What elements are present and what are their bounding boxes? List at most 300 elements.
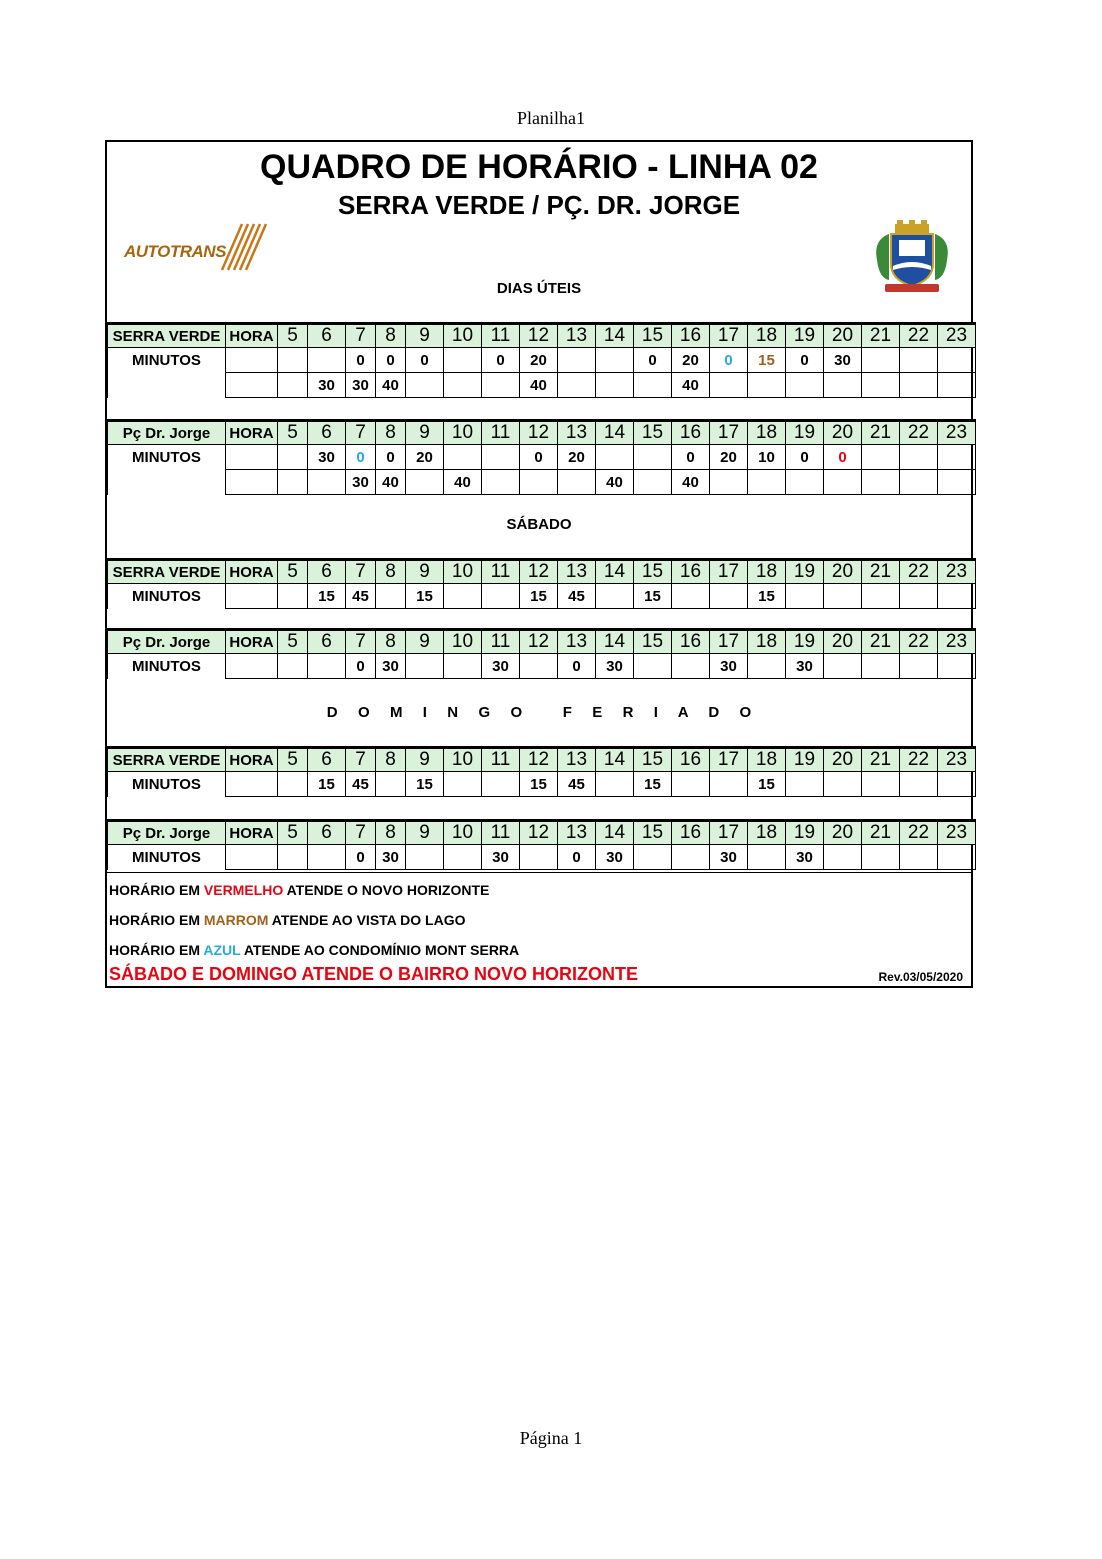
minute-cell <box>634 470 672 495</box>
route-name: SERRA VERDE <box>108 560 226 584</box>
empty-cell <box>226 584 278 609</box>
hour-cell: 11 <box>482 630 520 654</box>
hour-cell: 6 <box>308 421 346 445</box>
minute-cell: 30 <box>482 845 520 870</box>
minute-cell <box>862 845 900 870</box>
weekday-pc-dr-jorge-table <box>107 419 976 495</box>
empty-cell <box>226 348 278 373</box>
hour-cell: 11 <box>482 821 520 845</box>
minute-cell: 0 <box>558 845 596 870</box>
hour-cell: 23 <box>938 821 976 845</box>
minute-cell: 15 <box>308 772 346 797</box>
minute-cell: 0 <box>346 654 376 679</box>
minute-cell <box>634 445 672 470</box>
hour-cell: 18 <box>748 630 786 654</box>
minute-cell <box>862 772 900 797</box>
minute-cell: 15 <box>634 772 672 797</box>
minute-cell <box>376 584 406 609</box>
minute-cell: 30 <box>346 470 376 495</box>
minute-cell <box>672 584 710 609</box>
minute-cell: 0 <box>786 348 824 373</box>
minute-cell <box>938 445 976 470</box>
hour-cell: 20 <box>824 748 862 772</box>
minute-cell <box>938 470 976 495</box>
minute-cell <box>900 445 938 470</box>
minute-cell <box>596 373 634 398</box>
hour-cell: 5 <box>278 630 308 654</box>
minute-cell <box>672 654 710 679</box>
hour-cell: 20 <box>824 821 862 845</box>
hour-cell: 12 <box>520 560 558 584</box>
hour-cell: 20 <box>824 630 862 654</box>
hour-cell: 10 <box>444 630 482 654</box>
minute-cell <box>862 470 900 495</box>
hour-cell: 12 <box>520 748 558 772</box>
minute-cell: 0 <box>376 348 406 373</box>
minute-cell <box>444 348 482 373</box>
hora-label: HORA <box>226 630 278 654</box>
minute-cell <box>406 845 444 870</box>
minutos-label: MINUTOS <box>108 654 226 679</box>
minute-cell <box>278 772 308 797</box>
empty-cell <box>226 654 278 679</box>
minute-cell <box>900 845 938 870</box>
hour-cell: 15 <box>634 324 672 348</box>
minute-cell <box>558 470 596 495</box>
weekdays-label: DIAS ÚTEIS <box>496 280 582 297</box>
hour-cell: 15 <box>634 748 672 772</box>
minute-cell: 40 <box>672 470 710 495</box>
hour-cell: 7 <box>346 630 376 654</box>
minute-cell <box>710 772 748 797</box>
hour-cell: 9 <box>406 630 444 654</box>
minute-cell <box>596 348 634 373</box>
hour-cell: 6 <box>308 324 346 348</box>
minutos-label <box>108 373 226 398</box>
minute-cell <box>710 584 748 609</box>
hour-cell: 8 <box>376 324 406 348</box>
minute-cell: 45 <box>558 772 596 797</box>
minutos-label: MINUTOS <box>108 348 226 373</box>
minute-cell: 0 <box>346 348 376 373</box>
hour-cell: 5 <box>278 560 308 584</box>
hour-cell: 22 <box>900 421 938 445</box>
hour-cell: 23 <box>938 630 976 654</box>
minute-cell: 30 <box>786 845 824 870</box>
hour-cell: 17 <box>710 324 748 348</box>
saturday-serra-verde-table <box>107 558 976 609</box>
minute-cell <box>938 654 976 679</box>
minute-cell <box>786 373 824 398</box>
minute-cell <box>482 470 520 495</box>
minute-cell: 40 <box>596 470 634 495</box>
weekend-note: SÁBADO E DOMINGO ATENDE O BAIRRO NOVO HORIZONTE <box>109 964 639 984</box>
hour-cell: 5 <box>278 821 308 845</box>
hora-label: HORA <box>226 560 278 584</box>
hour-cell: 16 <box>672 560 710 584</box>
minute-cell: 30 <box>710 845 748 870</box>
hour-cell: 7 <box>346 560 376 584</box>
minute-cell <box>596 772 634 797</box>
hour-cell: 19 <box>786 630 824 654</box>
hour-cell: 20 <box>824 324 862 348</box>
hour-cell: 7 <box>346 324 376 348</box>
minute-cell: 0 <box>786 445 824 470</box>
hour-cell: 6 <box>308 560 346 584</box>
minute-cell <box>278 373 308 398</box>
hour-cell: 21 <box>862 421 900 445</box>
hour-cell: 21 <box>862 560 900 584</box>
minute-cell <box>900 470 938 495</box>
minute-cell <box>308 845 346 870</box>
hour-cell: 12 <box>520 421 558 445</box>
minute-cell <box>900 373 938 398</box>
hour-cell: 15 <box>634 421 672 445</box>
minute-cell: 0 <box>710 348 748 373</box>
hour-cell: 13 <box>558 421 596 445</box>
minute-cell <box>520 845 558 870</box>
minute-cell: 40 <box>444 470 482 495</box>
minute-cell <box>444 373 482 398</box>
minute-cell <box>748 470 786 495</box>
minute-cell: 30 <box>786 654 824 679</box>
minute-cell <box>862 373 900 398</box>
hour-cell: 13 <box>558 560 596 584</box>
minute-cell: 0 <box>558 654 596 679</box>
hour-cell: 7 <box>346 421 376 445</box>
minute-cell: 30 <box>596 654 634 679</box>
sheet-title: Planilha1 <box>517 108 585 128</box>
hour-cell: 18 <box>748 748 786 772</box>
minute-cell: 45 <box>346 584 376 609</box>
hour-cell: 19 <box>786 421 824 445</box>
hour-cell: 19 <box>786 560 824 584</box>
minute-cell: 40 <box>376 373 406 398</box>
hour-cell: 14 <box>596 748 634 772</box>
hour-cell: 14 <box>596 421 634 445</box>
minute-cell: 0 <box>824 445 862 470</box>
hour-cell: 8 <box>376 630 406 654</box>
minute-cell <box>278 654 308 679</box>
minute-cell: 0 <box>482 348 520 373</box>
minute-cell: 0 <box>672 445 710 470</box>
minute-cell: 40 <box>520 373 558 398</box>
saturday-label: SÁBADO <box>506 516 572 533</box>
minute-cell: 15 <box>308 584 346 609</box>
empty-cell <box>226 772 278 797</box>
hour-cell: 21 <box>862 630 900 654</box>
minute-cell <box>862 584 900 609</box>
minute-cell: 15 <box>748 584 786 609</box>
minute-cell: 15 <box>634 584 672 609</box>
hour-cell: 21 <box>862 324 900 348</box>
minute-cell: 15 <box>406 584 444 609</box>
hour-cell: 11 <box>482 421 520 445</box>
legend-red: HORÁRIO EM VERMELHO ATENDE O NOVO HORIZONTE <box>109 882 490 898</box>
hour-cell: 19 <box>786 324 824 348</box>
minute-cell: 0 <box>520 445 558 470</box>
minute-cell <box>824 772 862 797</box>
hour-cell: 17 <box>710 748 748 772</box>
minute-cell <box>308 470 346 495</box>
minute-cell <box>900 584 938 609</box>
hour-cell: 13 <box>558 324 596 348</box>
hour-cell: 15 <box>634 560 672 584</box>
hour-cell: 9 <box>406 324 444 348</box>
hour-cell: 5 <box>278 421 308 445</box>
minute-cell: 0 <box>376 445 406 470</box>
hour-cell: 6 <box>308 630 346 654</box>
hour-cell: 9 <box>406 821 444 845</box>
minute-cell <box>596 584 634 609</box>
minute-cell <box>376 772 406 797</box>
minute-cell: 30 <box>308 445 346 470</box>
minute-cell <box>938 584 976 609</box>
hour-cell: 9 <box>406 421 444 445</box>
hour-cell: 7 <box>346 821 376 845</box>
minute-cell <box>938 373 976 398</box>
minute-cell <box>824 654 862 679</box>
minute-cell <box>308 348 346 373</box>
minute-cell <box>786 772 824 797</box>
hour-cell: 20 <box>824 560 862 584</box>
hour-cell: 22 <box>900 630 938 654</box>
hour-cell: 10 <box>444 748 482 772</box>
hour-cell: 10 <box>444 560 482 584</box>
minute-cell <box>444 772 482 797</box>
hora-label: HORA <box>226 748 278 772</box>
legend-brown: HORÁRIO EM MARROM ATENDE AO VISTA DO LAGO <box>109 912 466 928</box>
hour-cell: 19 <box>786 821 824 845</box>
minute-cell <box>900 654 938 679</box>
minute-cell <box>824 470 862 495</box>
minute-cell <box>558 348 596 373</box>
minute-cell: 30 <box>376 654 406 679</box>
minute-cell <box>278 584 308 609</box>
hour-cell: 5 <box>278 748 308 772</box>
logo-text: AUTOTRANS <box>124 242 226 261</box>
route-name: SERRA VERDE <box>108 748 226 772</box>
hour-cell: 22 <box>900 748 938 772</box>
minute-cell <box>444 445 482 470</box>
minute-cell <box>520 470 558 495</box>
minute-cell: 20 <box>520 348 558 373</box>
revision-date: Rev.03/05/2020 <box>878 970 963 984</box>
hour-cell: 22 <box>900 324 938 348</box>
minutos-label <box>108 470 226 495</box>
legend-divider <box>107 872 971 873</box>
minute-cell <box>748 654 786 679</box>
hour-cell: 16 <box>672 748 710 772</box>
hour-cell: 11 <box>482 324 520 348</box>
minute-cell: 30 <box>710 654 748 679</box>
minute-cell: 30 <box>596 845 634 870</box>
minute-cell <box>862 348 900 373</box>
hour-cell: 10 <box>444 821 482 845</box>
weekday-serra-verde-table <box>107 322 976 398</box>
minute-cell: 30 <box>824 348 862 373</box>
minutos-label: MINUTOS <box>108 445 226 470</box>
hour-cell: 5 <box>278 324 308 348</box>
hour-cell: 22 <box>900 560 938 584</box>
hour-cell: 8 <box>376 748 406 772</box>
route-name: Pç Dr. Jorge <box>108 821 226 845</box>
minute-cell <box>278 470 308 495</box>
minute-cell <box>406 373 444 398</box>
minute-cell <box>748 845 786 870</box>
minute-cell <box>900 772 938 797</box>
minute-cell <box>520 654 558 679</box>
minute-cell: 30 <box>308 373 346 398</box>
minute-cell <box>444 654 482 679</box>
hour-cell: 14 <box>596 821 634 845</box>
minute-cell <box>278 845 308 870</box>
minute-cell <box>862 445 900 470</box>
hour-cell: 8 <box>376 421 406 445</box>
hour-cell: 17 <box>710 821 748 845</box>
hora-label: HORA <box>226 821 278 845</box>
minute-cell <box>406 470 444 495</box>
minute-cell <box>672 845 710 870</box>
minute-cell: 45 <box>346 772 376 797</box>
minute-cell <box>862 654 900 679</box>
sunday-holiday-label: D O M I N G O F E R I A D O <box>326 704 752 721</box>
hour-cell: 23 <box>938 560 976 584</box>
minute-cell: 0 <box>406 348 444 373</box>
minutos-label: MINUTOS <box>108 772 226 797</box>
minute-cell <box>278 445 308 470</box>
minute-cell <box>634 373 672 398</box>
hour-cell: 14 <box>596 324 634 348</box>
hour-cell: 16 <box>672 821 710 845</box>
hour-cell: 23 <box>938 421 976 445</box>
minute-cell: 40 <box>376 470 406 495</box>
hour-cell: 15 <box>634 821 672 845</box>
hour-cell: 16 <box>672 630 710 654</box>
minute-cell: 45 <box>558 584 596 609</box>
hour-cell: 12 <box>520 821 558 845</box>
empty-cell <box>226 470 278 495</box>
minute-cell: 30 <box>482 654 520 679</box>
minute-cell <box>634 845 672 870</box>
minutos-label: MINUTOS <box>108 584 226 609</box>
minute-cell <box>308 654 346 679</box>
minute-cell: 15 <box>748 348 786 373</box>
empty-cell <box>226 445 278 470</box>
minute-cell <box>406 654 444 679</box>
minute-cell <box>596 445 634 470</box>
minute-cell <box>786 584 824 609</box>
hour-cell: 13 <box>558 630 596 654</box>
legend-blue: HORÁRIO EM AZUL ATENDE AO CONDOMÍNIO MONT SERRA <box>109 942 520 958</box>
hour-cell: 9 <box>406 748 444 772</box>
minute-cell: 30 <box>376 845 406 870</box>
hour-cell: 13 <box>558 821 596 845</box>
route-subtitle: SERRA VERDE / PÇ. DR. JORGE <box>337 190 741 220</box>
hour-cell: 23 <box>938 324 976 348</box>
hour-cell: 18 <box>748 421 786 445</box>
minute-cell <box>278 348 308 373</box>
route-name: Pç Dr. Jorge <box>108 421 226 445</box>
page-number: Página 1 <box>519 1428 583 1448</box>
minute-cell <box>938 845 976 870</box>
hour-cell: 12 <box>520 324 558 348</box>
minute-cell: 15 <box>520 584 558 609</box>
hour-cell: 6 <box>308 748 346 772</box>
minute-cell: 0 <box>346 445 376 470</box>
hour-cell: 18 <box>748 821 786 845</box>
minute-cell: 40 <box>672 373 710 398</box>
minute-cell: 20 <box>558 445 596 470</box>
minute-cell <box>938 772 976 797</box>
hour-cell: 14 <box>596 630 634 654</box>
hour-cell: 14 <box>596 560 634 584</box>
minute-cell <box>938 348 976 373</box>
minute-cell <box>824 584 862 609</box>
hour-cell: 21 <box>862 821 900 845</box>
minute-cell: 0 <box>634 348 672 373</box>
hour-cell: 20 <box>824 421 862 445</box>
minute-cell <box>482 584 520 609</box>
minute-cell: 15 <box>748 772 786 797</box>
hour-cell: 8 <box>376 560 406 584</box>
minute-cell <box>482 373 520 398</box>
empty-cell <box>226 373 278 398</box>
hour-cell: 10 <box>444 421 482 445</box>
route-name: Pç Dr. Jorge <box>108 630 226 654</box>
minute-cell: 20 <box>406 445 444 470</box>
minute-cell: 30 <box>346 373 376 398</box>
hour-cell: 19 <box>786 748 824 772</box>
route-name: SERRA VERDE <box>108 324 226 348</box>
hour-cell: 7 <box>346 748 376 772</box>
minute-cell: 0 <box>346 845 376 870</box>
minute-cell <box>482 445 520 470</box>
hour-cell: 22 <box>900 821 938 845</box>
hour-cell: 23 <box>938 748 976 772</box>
hour-cell: 12 <box>520 630 558 654</box>
hora-label: HORA <box>226 324 278 348</box>
schedule-frame <box>105 140 973 988</box>
autotrans-logo <box>124 222 264 272</box>
hour-cell: 11 <box>482 560 520 584</box>
hora-label: HORA <box>226 421 278 445</box>
empty-cell <box>226 845 278 870</box>
hour-cell: 16 <box>672 324 710 348</box>
page-title: QUADRO DE HORÁRIO - LINHA 02 <box>260 148 818 186</box>
minute-cell <box>824 845 862 870</box>
hour-cell: 21 <box>862 748 900 772</box>
hour-cell: 18 <box>748 324 786 348</box>
minute-cell <box>672 772 710 797</box>
minute-cell <box>900 348 938 373</box>
minutos-label: MINUTOS <box>108 845 226 870</box>
sunday-pc-dr-jorge-table <box>107 819 976 870</box>
hour-cell: 6 <box>308 821 346 845</box>
hour-cell: 11 <box>482 748 520 772</box>
sunday-serra-verde-table <box>107 746 976 797</box>
minute-cell <box>482 772 520 797</box>
hour-cell: 9 <box>406 560 444 584</box>
hour-cell: 17 <box>710 560 748 584</box>
hour-cell: 18 <box>748 560 786 584</box>
minute-cell <box>710 470 748 495</box>
logo-stripes-icon <box>212 222 272 272</box>
minute-cell <box>634 654 672 679</box>
minute-cell: 15 <box>520 772 558 797</box>
minute-cell <box>786 470 824 495</box>
hour-cell: 15 <box>634 630 672 654</box>
